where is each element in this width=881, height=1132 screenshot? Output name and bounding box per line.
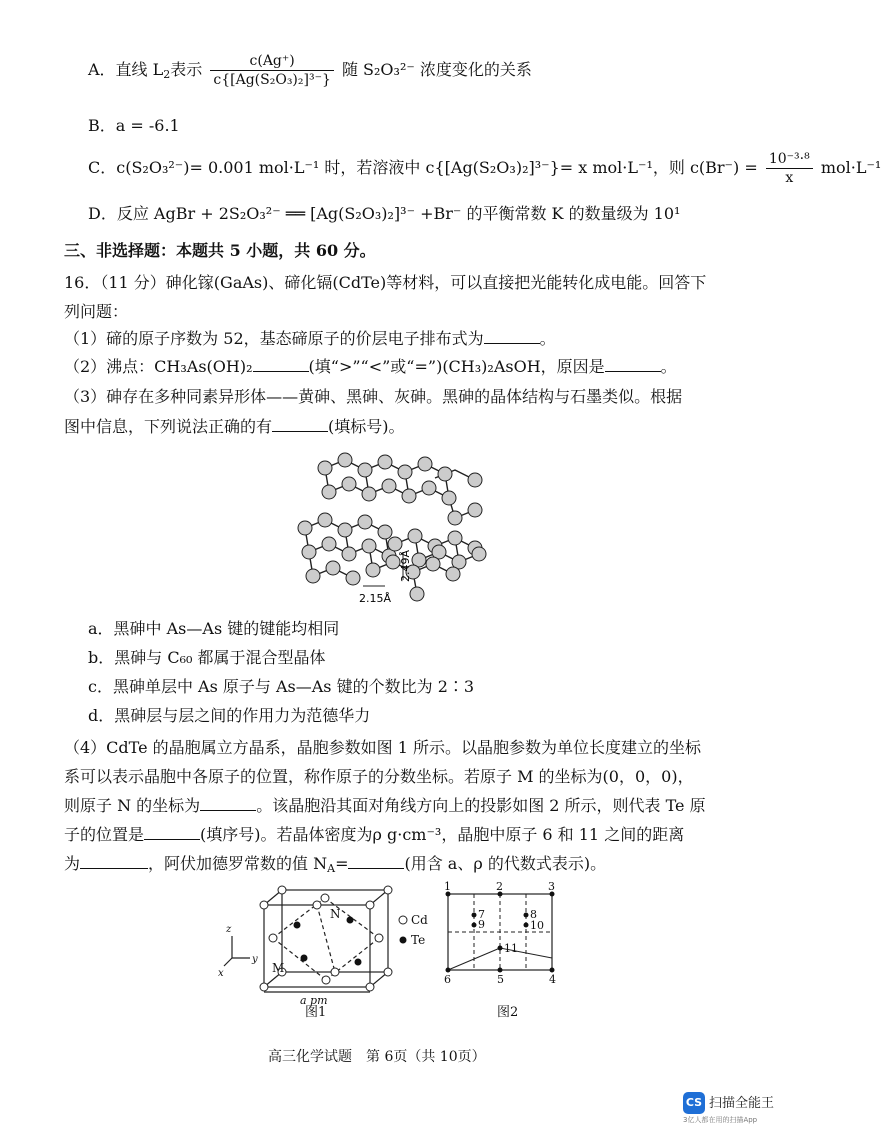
- q16-intro-2: 列问题：: [64, 302, 129, 321]
- option-a-sub: 2: [163, 68, 171, 81]
- q16-part-4-e: [64, 853, 606, 880]
- q16-part-4-e-text-2: ，阿伏加德罗常数的值 N: [148, 854, 328, 873]
- q16-part-3-b-end: (填标号)。: [328, 417, 405, 436]
- point-3-label: 3: [548, 880, 555, 893]
- camscanner-watermark: [683, 1090, 793, 1126]
- projection-figure-2: [436, 880, 576, 990]
- option-a-fraction: [210, 52, 333, 89]
- option-a: [88, 52, 532, 89]
- point-5-label: 5: [497, 973, 504, 986]
- answer-blank[interactable]: [144, 825, 200, 840]
- q16-part-2-end: 。: [660, 357, 677, 376]
- option-c-denominator: x: [785, 170, 794, 186]
- q16-part-3-b: [64, 416, 405, 438]
- legend-te: Te: [411, 933, 426, 947]
- option-a-text: 表示: [170, 60, 203, 79]
- q16-option-c: c．黑砷单层中 As 原子与 As—As 键的个数比为 2∶3: [88, 677, 475, 696]
- q16-part-4-d-text-2: (填序号)。若晶体密度为ρ g·cm⁻³，晶胞中原子 6 和 11 之间的距离: [200, 825, 685, 844]
- answer-blank[interactable]: [484, 329, 540, 344]
- option-d: D．反应 AgBr + 2S₂O₃²⁻ ══ [Ag(S₂O₃)₂]³⁻ +Br⁻ 的平衡常数 K 的数量级为 10¹: [88, 204, 681, 223]
- q16-part-4-d-text-1: 子的位置是: [64, 825, 145, 844]
- option-a-label: A．直线 L: [88, 60, 164, 79]
- point-9-label: 9: [478, 918, 485, 931]
- atom-n-label: N: [330, 907, 341, 921]
- camscanner-name: 扫描全能王: [709, 1096, 775, 1111]
- black-arsenic-structure-figure: [285, 448, 495, 618]
- option-b: B．a = -6.1: [88, 116, 180, 135]
- q16-part-4-c: [64, 795, 706, 817]
- q16-part-4-e-text-1: 为: [64, 854, 81, 873]
- answer-blank[interactable]: [80, 854, 148, 869]
- q16-part-4-c-text-2: 。该晶胞沿其面对角线方向上的投影如图 2 所示，则代表 Te 原: [256, 796, 706, 815]
- point-4-label: 4: [549, 973, 556, 986]
- q16-part-1-text: （1）碲的原子序数为 52，基态碲原子的价层电子排布式为: [64, 329, 484, 348]
- q16-part-2: [64, 356, 677, 378]
- option-a-numerator: c(Ag⁺): [210, 52, 333, 71]
- atom-m-label: M: [272, 961, 285, 975]
- axis-z-label: z: [226, 924, 232, 935]
- cdte-unit-cell-figure-1: [212, 880, 452, 1020]
- answer-blank[interactable]: [605, 357, 661, 372]
- camscanner-logo-icon: CS: [683, 1092, 705, 1114]
- point-10-label: 10: [530, 919, 544, 932]
- option-c-unit: mol·L⁻¹: [820, 158, 881, 177]
- q16-part-2-text-a: （2）沸点：CH₃As(OH)₂: [64, 357, 253, 376]
- q16-part-1: [64, 328, 556, 350]
- q16-part-3-b-text: 图中信息，下列说法正确的有: [64, 417, 273, 436]
- q16-part-2-text-b: (填“>”“<”或“=”)(CH₃)₂AsOH，原因是: [308, 357, 605, 376]
- option-c-fraction: [766, 150, 813, 187]
- point-2-label: 2: [496, 880, 503, 893]
- page-footer: 高三化学试题 第 6页（共 10页）: [268, 1049, 486, 1065]
- point-1-label: 1: [444, 880, 451, 893]
- q16-part-4-b: 系可以表示晶胞中各原子的位置，称作原子的分数坐标。若原子 M 的坐标为(0，0，0)，: [64, 767, 694, 786]
- camscanner-tagline: 3亿人都在用的扫描App: [683, 1116, 758, 1124]
- q16-intro-1: 16．（11 分）砷化镓(GaAs)、碲化镉(CdTe)等材料，可以直接把光能转化成电能。回答下: [64, 273, 707, 292]
- point-11-label: 11: [504, 942, 518, 955]
- q16-option-d: d．黑砷层与层之间的作用力为范德华力: [88, 706, 371, 725]
- option-a-denominator: c{[Ag(S₂O₃)₂]³⁻}: [213, 72, 331, 88]
- q16-part-4-e-text-5: (用含 a、ρ 的代数式表示)。: [404, 854, 607, 873]
- answer-blank[interactable]: [200, 796, 256, 811]
- q16-option-b: b．黑砷与 C₆₀ 都属于混合型晶体: [88, 648, 326, 667]
- legend-cd: Cd: [411, 913, 428, 927]
- q16-part-1-end: 。: [539, 329, 556, 348]
- q16-part-4-a: （4）CdTe 的晶胞属立方晶系，晶胞参数如图 1 所示。以晶胞参数为单位长度建立的坐标: [64, 738, 702, 757]
- answer-blank[interactable]: [253, 357, 309, 372]
- q16-option-a: a．黑砷中 As—As 键的键能均相同: [88, 619, 340, 638]
- point-7-label: 7: [478, 908, 485, 921]
- answer-blank[interactable]: [272, 417, 328, 432]
- figure-1-caption: 图1: [305, 1005, 327, 1020]
- avogadro-subscript: A: [327, 862, 336, 875]
- point-8-label: 8: [530, 908, 537, 921]
- q16-part-4-d: [64, 824, 684, 846]
- cell-parameter-label: a pm: [300, 994, 328, 1007]
- answer-blank[interactable]: [348, 854, 404, 869]
- figure-2-caption: 图2: [497, 1005, 519, 1020]
- option-c: [88, 150, 881, 187]
- bond-length-label-b: 2.49Å: [399, 549, 412, 582]
- q16-part-4-e-text-4: =: [335, 854, 349, 873]
- option-c-numerator: 10⁻³·⁸: [766, 150, 813, 169]
- point-6-label: 6: [444, 973, 451, 986]
- axis-y-label: y: [252, 954, 258, 965]
- section-3-heading: 三、非选择题：本题共 5 小题，共 60 分。: [64, 241, 376, 260]
- q16-part-4-c-text-1: 则原子 N 的坐标为: [64, 796, 201, 815]
- axis-x-label: x: [218, 968, 224, 979]
- option-c-text: C．c(S₂O₃²⁻)= 0.001 mol·L⁻¹ 时，若溶液中 c{[Ag(S₂O₃)₂]³⁻}= x mol·L⁻¹，则 c(Br⁻) =: [88, 158, 758, 177]
- bond-length-label-a: 2.15Å: [359, 592, 392, 605]
- q16-part-3-a: （3）砷存在多种同素异形体——黄砷、黑砷、灰砷。黑砷的晶体结构与石墨类似。根据: [64, 387, 683, 406]
- option-a-tail: 随 S₂O₃²⁻ 浓度变化的关系: [341, 60, 532, 79]
